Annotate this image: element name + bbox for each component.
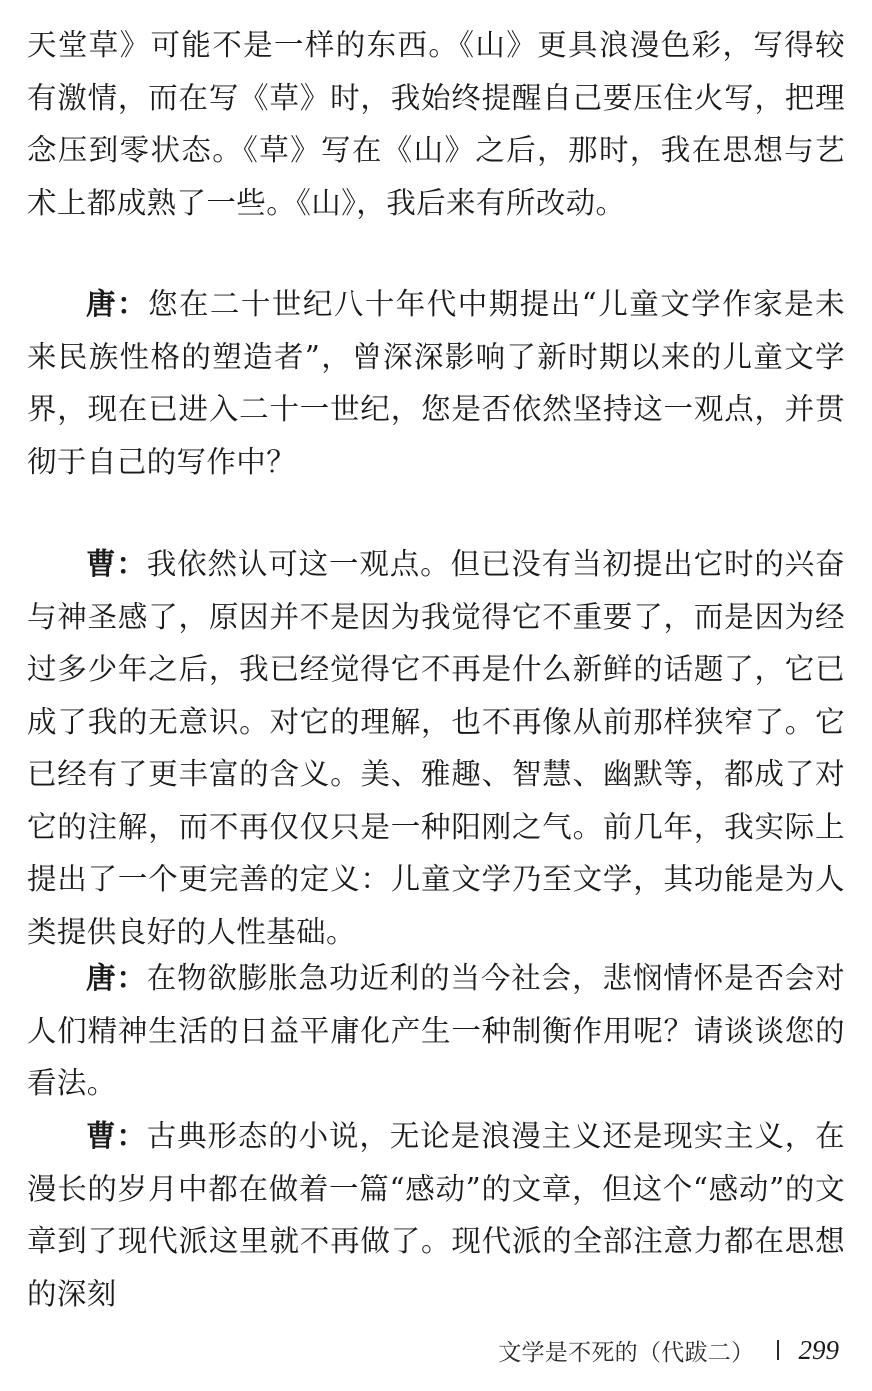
page-footer [498,1330,839,1370]
question-paragraph [27,278,845,488]
footer-divider [777,1340,779,1360]
answer-paragraph [27,1110,845,1320]
page-number: 299 [798,1334,839,1365]
speaker-label-cao: 曹： [86,547,147,581]
speaker-label-tang: 唐： [86,287,148,321]
paragraph-text: 在物欲膨胀急功近利的当今社会，悲悯情怀是否会对人们精神生活的日益平庸化产生一种制衡作用呢？请谈谈您的看法。 [27,961,845,1100]
paragraph-text: 您在二十世纪八十年代中期提出“儿童文学作家是未来民族性格的塑造者”，曾深深影响了新时期以来的儿童文学界，现在已进入二十一世纪，您是否依然坚持这一观点，并贯彻于自己的写作中？ [27,287,845,479]
speaker-label-cao: 曹： [86,1119,147,1153]
paragraph-text: 天堂草》可能不是一样的东西。《山》更具浪漫色彩，写得较有激情，而在写《草》时，我始终提醒自己要压住火写，把理念压到零状态。《草》写在《山》之后，那时，我在思想与艺术上都成熟了一些。《山》，我后来有所改动。 [27,28,845,220]
speaker-label-tang: 唐： [86,961,147,995]
paragraph-text: 古典形态的小说，无论是浪漫主义还是现实主义，在漫长的岁月中都在做着一篇“感动”的文章，但这个“感动”的文章到了现代派这里就不再做了。现代派的全部注意力都在思想的深刻 [27,1119,845,1311]
running-title: 文学是不死的（代跋二） [498,1339,755,1366]
paragraph-text: 我依然认可这一观点。但已没有当初提出它时的兴奋与神圣感了，原因并不是因为我觉得它不重要了，而是因为经过多少年之后，我已经觉得它不再是什么新鲜的话题了，它已成了我的无意识。对它的理解，也不再像从前那样狭窄了。它已经有了更丰富的含义。美、雅趣、智慧、幽默等，都成了对它的注解，而不再仅仅只是一种阳刚之气。前几年，我实际上提出了一个更完善的定义：儿童文学乃至文学，其功能是为人类提供良好的人性基础。 [27,547,845,949]
answer-paragraph [27,538,845,958]
question-paragraph [27,952,845,1110]
paragraph-continuation [27,19,845,229]
